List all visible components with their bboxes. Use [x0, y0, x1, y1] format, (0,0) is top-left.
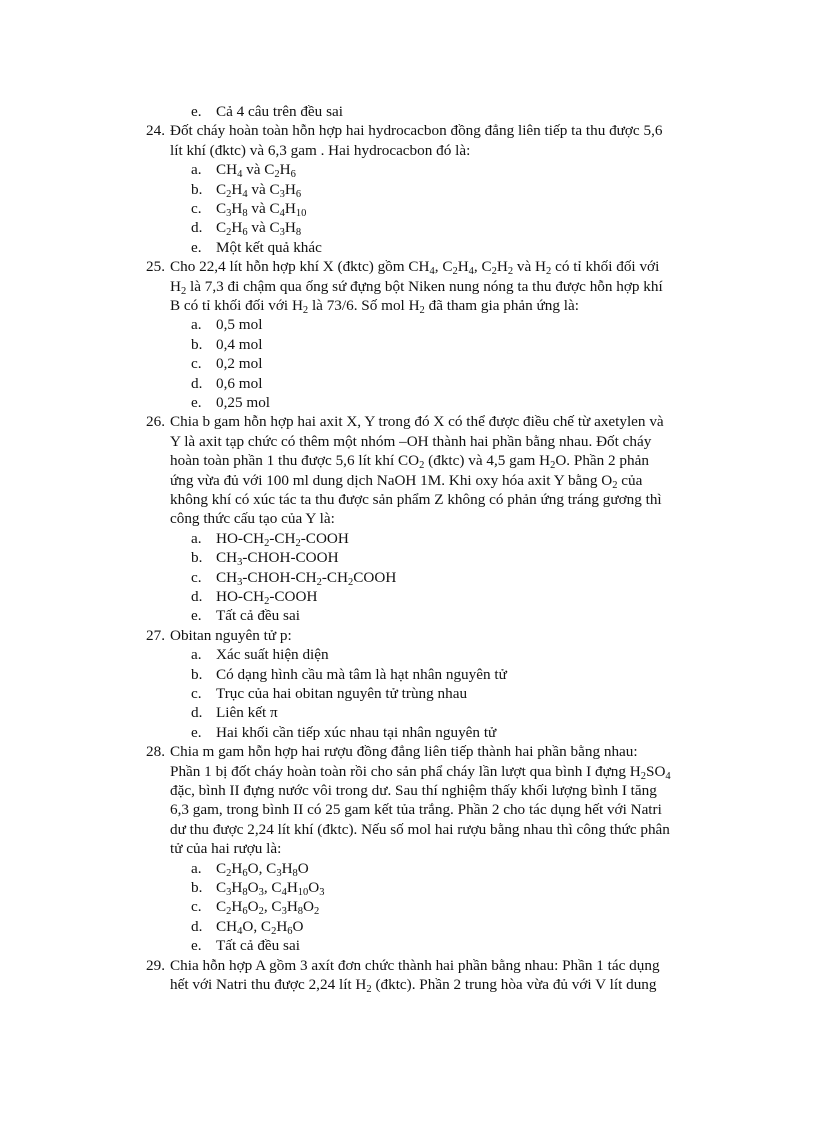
question-text-line: Chia m gam hỗn hợp hai rượu đồng đẳng liên tiếp thành hai phần bằng nhau:: [170, 743, 638, 761]
option-text: $HO-CH_2-CH_2$-COOH: [216, 529, 349, 549]
option-letter: e.: [191, 723, 202, 741]
question-text-line: tử của hai rượu là:: [170, 840, 282, 858]
option-text: $C_2H_6$ và $C_3H_8$: [216, 219, 302, 239]
option-letter: d.: [191, 704, 203, 722]
question-text-line: Y là axit tạp chức có thêm một nhóm –OH thành hai phần bằng nhau. Đốt cháy: [170, 432, 652, 450]
option-text: Xác suất hiện diện: [216, 646, 329, 664]
option-letter: e.: [191, 607, 202, 625]
option-letter: b.: [191, 180, 203, 198]
option-text: 0,4 mol: [216, 335, 263, 353]
option-text: $C_2H_6O$, $C_3H_8O$: [216, 859, 309, 879]
option-letter: e.: [191, 937, 202, 955]
question-text-line: ứng vừa đủ với 100 ml dung dịch NaOH 1M. Khi oxy hóa axit Y bằng $O_2$ của: [170, 471, 643, 491]
question-text-line: 6,3 gam, trong bình II có 25 gam kết tủa trắng. Phần 2 cho tác dụng hết với Natri: [170, 801, 662, 819]
question-text-line: Obitan nguyên tử p:: [170, 626, 292, 644]
question-text-line: hết với Natri thu được 2,24 lít $H_2$ (đktc). Phần 2 trung hòa vừa đủ với V lít dung: [170, 976, 657, 995]
question-number: 27.: [146, 626, 165, 644]
question-text-line: lít khí (đktc) và 6,3 gam . Hai hydrocacbon đó là:: [170, 141, 471, 159]
option-text: 0,2 mol: [216, 355, 263, 373]
option-letter: c.: [191, 685, 202, 702]
option-letter: c.: [191, 355, 202, 373]
question-text-line: Cho 22,4 lít hỗn hợp khí X (đktc) gồm $CH_4$, $C_2H_4$, $C_2H_2$ và $H_2$ có tỉ khối đối với: [170, 258, 660, 278]
option-text: $C_3H_8$ và $C_4H_{10}$: [216, 200, 307, 219]
option-letter: d.: [191, 588, 203, 605]
option-text: Hai khối cần tiếp xúc nhau tại nhân nguyên tử: [216, 723, 497, 741]
option-text: Trục của hai obitan nguyên tử trùng nhau: [216, 685, 468, 702]
option-text: Liên kết π: [216, 704, 278, 722]
option-text: Một kết quả khác: [216, 238, 322, 256]
question-text-line: B có tỉ khối đối với $H_2$ là 73/6. Số mol $H_2$ đã tham gia phản ứng là:: [170, 297, 579, 316]
option-letter: c.: [191, 568, 202, 586]
option-letter: b.: [191, 879, 203, 896]
option-text: Cả 4 câu trên đều sai: [216, 103, 343, 120]
option-text: $C_2H_6O_2$, $C_3H_8O_2$: [216, 898, 320, 918]
option-letter: a.: [191, 646, 202, 664]
question-number: 25.: [146, 258, 165, 276]
question-text-line: Đốt cháy hoàn toàn hỗn hợp hai hydrocacbon đồng đẳng liên tiếp ta thu được 5,6: [170, 122, 663, 140]
option-letter: d.: [191, 219, 203, 237]
question-number: 24.: [146, 122, 165, 140]
option-letter: a.: [191, 529, 202, 547]
question-text-line: công thức cấu tạo của Y là:: [170, 510, 335, 528]
option-letter: a.: [191, 859, 202, 877]
option-text: Tất cả đều sai: [216, 607, 300, 625]
question-text-line: hoàn toàn phần 1 thu được 5,6 lít khí $CO_2$ (đktc) và 4,5 gam $H_2O$. Phần 2 phản: [170, 452, 649, 472]
option-letter: d.: [191, 374, 203, 392]
question-text-line: Phần 1 bị đốt cháy hoàn toàn rồi cho sản phẩ cháy lần lượt qua bình I đựng $H_2SO_4$: [170, 762, 671, 782]
question-text-line: dư thu được 2,24 lít khí (đktc). Nếu số mol hai rượu bằng nhau thì công thức phân: [170, 820, 670, 838]
option-text: Có dạng hình cầu mà tâm là hạt nhân nguyên tử: [216, 665, 507, 683]
option-letter: e.: [191, 103, 202, 120]
option-text: Tất cả đều sai: [216, 937, 300, 955]
option-letter: b.: [191, 665, 203, 683]
option-letter: d.: [191, 917, 203, 935]
question-text-line: Chia hỗn hợp A gồm 3 axít đơn chức thành hai phần bằng nhau: Phần 1 tác dụng: [170, 956, 660, 974]
option-text: $CH_3-CHOH-CH_2-CH_2COOH$: [216, 568, 397, 588]
option-text: $CH_4$ và $C_2H_6$: [216, 161, 296, 181]
option-letter: e.: [191, 238, 202, 256]
option-text: $HO-CH_2$-COOH: [216, 588, 318, 607]
question-number: 26.: [146, 413, 165, 431]
question-number: 29.: [146, 956, 165, 974]
question-number: 28.: [146, 743, 165, 761]
option-letter: c.: [191, 898, 202, 916]
option-text: 0,5 mol: [216, 316, 263, 334]
option-text: $C_3H_8O_3$, $C_4H_{10}O_3$: [216, 879, 325, 898]
option-text: 0,6 mol: [216, 374, 263, 392]
option-letter: c.: [191, 200, 202, 217]
option-text: $CH_3-CHOH$-COOH: [216, 549, 339, 569]
option-letter: a.: [191, 161, 202, 179]
question-text-line: $H_2$ là 7,3 đi chậm qua ống sứ đựng bột Niken nung nóng ta thu được hỗn hợp khí: [170, 277, 663, 297]
option-text: $CH_4O$, $C_2H_6O$: [216, 917, 304, 937]
question-text-line: không khí có xúc tác ta thu được sản phẩm Z không có phản ứng tráng gương thì: [170, 491, 662, 508]
option-letter: e.: [191, 394, 202, 411]
option-text: $C_2H_4$ và $C_3H_6$: [216, 180, 302, 200]
question-text-line: đặc, bình II đựng nước vôi trong dư. Sau thí nghiệm thấy khối lượng bình I tăng: [170, 782, 657, 799]
question-text-line: Chia b gam hỗn hợp hai axit X, Y trong đó X có thể được điều chế từ axetylen và: [170, 413, 664, 431]
option-letter: b.: [191, 335, 203, 353]
option-letter: a.: [191, 316, 202, 334]
option-letter: b.: [191, 549, 203, 567]
option-text: 0,25 mol: [216, 394, 271, 411]
